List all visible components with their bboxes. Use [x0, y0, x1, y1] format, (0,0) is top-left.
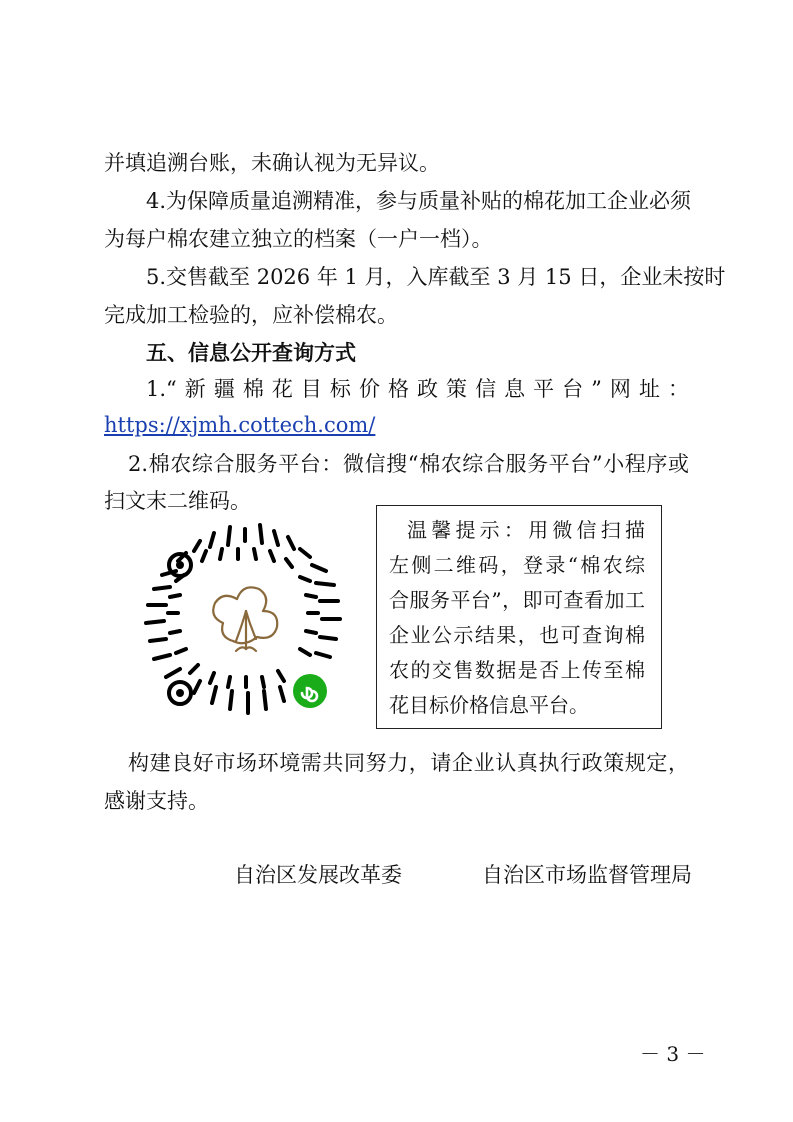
paragraph-5-line-2: 完成加工检验的，应补偿棉农。	[104, 303, 398, 327]
tip-line-3: 合服务平台”，即可查看加工	[389, 588, 645, 612]
closing-line-2: 感谢支持。	[104, 789, 209, 813]
tip-line-6: 花目标价格信息平台。	[389, 693, 589, 717]
paragraph-4-line-2: 为每户棉农建立独立的档案（一户一档）。	[104, 227, 493, 251]
tip-line-2: 左侧二维码，登录“棉农综	[389, 553, 645, 577]
tip-line-5: 农的交售数据是否上传至棉	[389, 658, 645, 682]
signature-right: 自治区市场监督管理局	[482, 863, 692, 887]
tip-line-1: 温馨提示：用微信扫描	[407, 518, 645, 542]
tip-box	[376, 505, 662, 729]
item-2-line-2: 扫文末二维码。	[104, 489, 251, 513]
qr-finder-rings	[169, 554, 191, 704]
closing-line-1: 构建良好市场环境需共同努力，请企业认真执行政策规定，	[128, 751, 689, 775]
signature-left: 自治区发展改革委	[234, 863, 402, 887]
page-number: － 3 －	[640, 1042, 706, 1066]
item-1-line: 1.“新疆棉花目标价格政策信息平台”网址：	[146, 377, 689, 401]
paragraph-4-line-1: 4.为保障质量追溯精准，参与质量补贴的棉花加工企业必须	[146, 189, 692, 213]
tip-line-4: 企业公示结果，也可查询棉	[389, 623, 645, 647]
item-2-line-1: 2.棉农综合服务平台：微信搜“棉农综合服务平台”小程序或	[128, 452, 689, 476]
cotton-logo-icon	[201, 576, 289, 664]
paragraph-continuation: 并填追溯台账，未确认视为无异议。	[104, 151, 440, 175]
paragraph-5-line-1: 5.交售截至 2026 年 1 月，入库截至 3 月 15 日，企业未按时	[146, 265, 726, 289]
section-heading: 五、信息公开查询方式	[146, 341, 356, 365]
platform-url-link[interactable]: https://xjmh.cottech.com/	[104, 413, 376, 437]
miniprogram-qr-code[interactable]	[140, 515, 350, 725]
miniprogram-badge-icon	[293, 674, 327, 708]
